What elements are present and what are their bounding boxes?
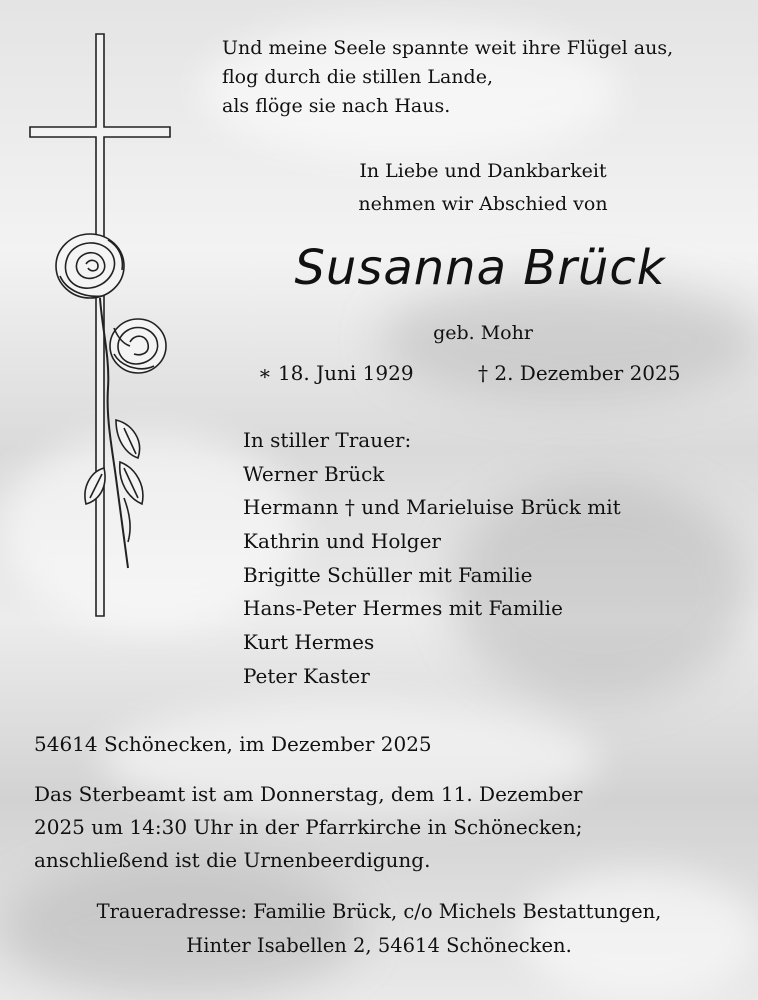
death-date: † 2. Dezember 2025 xyxy=(478,361,681,385)
service-line: anschließend ist die Urnenbeerdigung. xyxy=(34,848,431,872)
address-line: Traueradresse: Familie Brück, c/o Michels Bestattungen, xyxy=(96,900,662,923)
mourning-address xyxy=(0,895,758,963)
mourner-name: Peter Kaster xyxy=(243,663,370,688)
service-info xyxy=(34,778,583,877)
poem xyxy=(222,34,673,121)
mourner-name: Werner Brück xyxy=(243,461,385,486)
service-line: Das Sterbeamt ist am Donnerstag, dem 11. Dezember xyxy=(34,782,583,806)
intro-line: nehmen wir Abschied von xyxy=(358,193,608,215)
cross-with-roses-icon xyxy=(20,28,180,628)
mourner-name: Kathrin und Holger xyxy=(243,529,441,554)
deceased-name: Susanna Brück xyxy=(294,240,666,296)
address-line: Hinter Isabellen 2, 54614 Schönecken. xyxy=(186,934,572,957)
mourners-heading: In stiller Trauer: xyxy=(243,428,412,452)
poem-line: Und meine Seele spannte weit ihre Flügel aus, xyxy=(222,37,674,59)
mourners-list xyxy=(243,424,621,694)
poem-line: als flöge sie nach Haus. xyxy=(222,95,451,117)
mourner-name: Hermann † und Marieluise Brück mit xyxy=(243,495,621,520)
place-date: 54614 Schönecken, im Dezember 2025 xyxy=(34,732,432,756)
mourner-name: Kurt Hermes xyxy=(243,630,375,655)
mourner-name: Hans-Peter Hermes mit Familie xyxy=(243,596,563,621)
mourner-name: Brigitte Schüller mit Familie xyxy=(243,562,533,587)
poem-line: flog durch die stillen Lande, xyxy=(222,66,494,88)
service-line: 2025 um 14:30 Uhr in der Pfarrkirche in Schönecken; xyxy=(34,815,583,839)
birth-date: ∗ 18. Juni 1929 xyxy=(258,361,414,385)
maiden-name: geb. Mohr xyxy=(433,322,533,344)
intro-line: In Liebe und Dankbarkeit xyxy=(359,160,607,182)
